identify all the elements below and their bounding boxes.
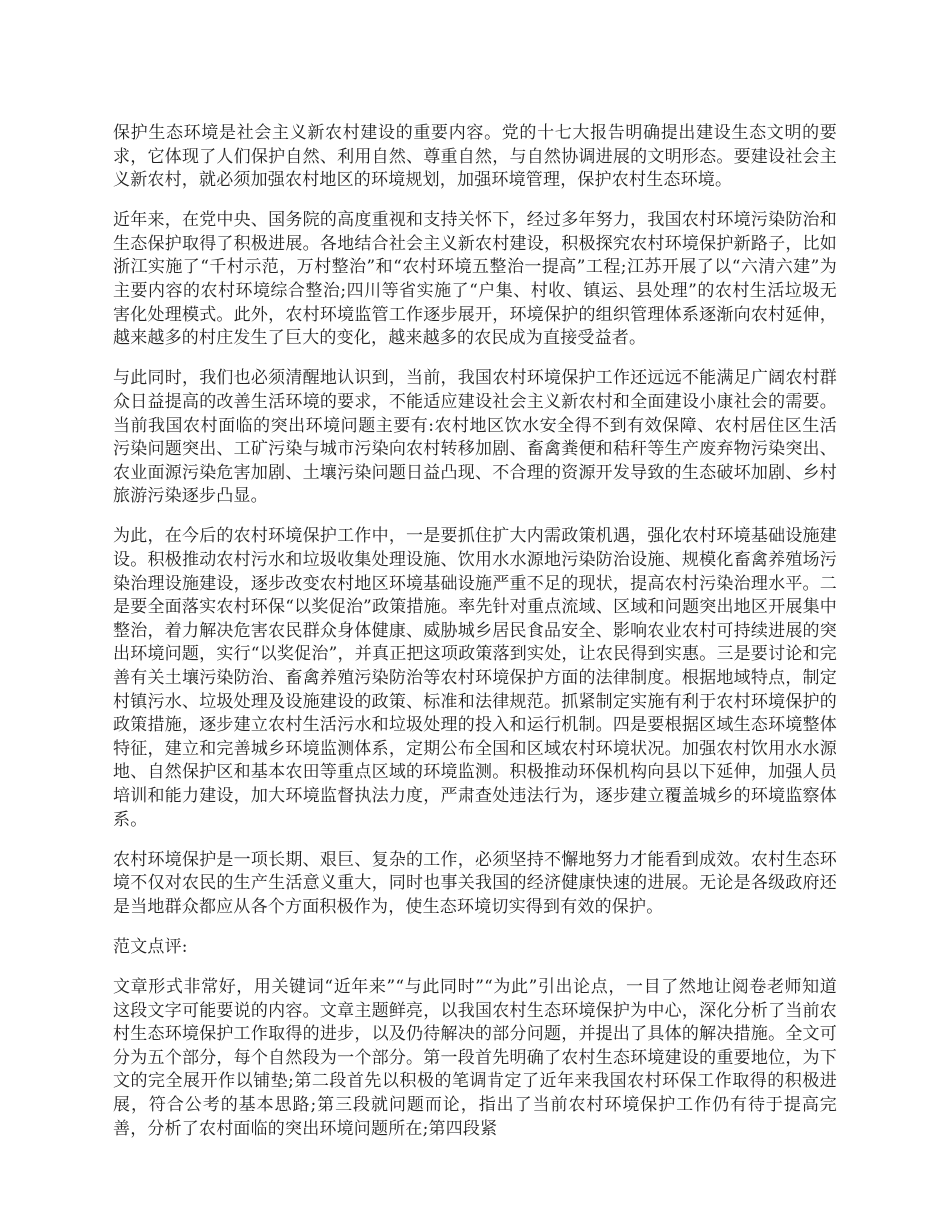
paragraph-conclusion: 农村环境保护是一项长期、艰巨、复杂的工作，必须坚持不懈地努力才能看到成效。农村生态环境不仅对农民的生产生活意义重大，同时也事关我国的经济健康快速的进展。无论是各级政府还是当地群众都应从各个方面积极作为，使生态环境切实得到有效的保护。 — [113, 849, 837, 917]
paragraph-review: 文章形式非常好，用关键词“近年来”“与此同时”“为此”引出论点，一目了然地让阅卷老师知道这段文字可能要说的内容。文章主题鲜亮，以我国农村生态环境保护为中心，深化分析了当前农村生态环境保护工作取得的进步，以及仍待解决的部分问题，并提出了具体的解决措施。全文可分为五个部分，每个自然段为一个部分。第一段首先明确了农村生态环境建设的重要地位，为下文的完全展开作以铺垫;第二段首先以积极的笔调肯定了近年来我国农村环保工作取得的积极进展，符合公考的基本思路;第三段就问题而论，指出了当前农村环境保护工作仍有待于提高完善，分析了农村面临的突出环境问题所在;第四段紧 — [113, 977, 837, 1139]
paragraph-progress: 近年来，在党中央、国务院的高度重视和支持关怀下，经过多年努力，我国农村环境污染防治和生态保护取得了积极进展。各地结合社会主义新农村建设，积极探究农村环境保护新路子，比如浙江实施了“千村示范，万村整治”和“农村环境五整治一提高”工程;江苏开展了以“六清六建”为主要内容的农村环境综合整治;四川等省实施了“户集、村收、镇运、县处理”的农村生活垃圾无害化处理模式。此外，农村环境监管工作逐步展开，环境保护的组织管理体系逐渐向农村延伸，越来越多的村庄发生了巨大的变化，越来越多的农民成为直接受益者。 — [113, 210, 837, 349]
paragraph-intro: 保护生态环境是社会主义新农村建设的重要内容。党的十七大报告明确提出建设生态文明的要求，它体现了人们保护自然、利用自然、尊重自然，与自然协调进展的文明形态。要建设社会主义新农村，就必须加强农村地区的环境规划，加强环境管理，保护农村生态环境。 — [113, 123, 837, 191]
review-heading: 范文点评: — [113, 936, 188, 957]
document-body — [113, 122, 837, 1141]
paragraph-problems: 与此同时，我们也必须清醒地认识到，当前，我国农村环境保护工作还远远不能满足广阔农村群众日益提高的改善生活环境的要求，不能适应建设社会主义新农村和全面建设小康社会的需要。当前我国农村面临的突出环境问题主要有:农村地区饮水安全得不到有效保障、农村居住区生活污染问题突出、工矿污染与城市污染向农村转移加剧、畜禽粪便和秸秆等生产废弃物污染突出、农业面源污染危害加剧、土壤污染问题日益凸现、不合理的资源开发导致的生态破坏加剧、乡村旅游污染逐步凸显。 — [113, 368, 837, 507]
paragraph-measures: 为此，在今后的农村环境保护工作中，一是要抓住扩大内需政策机遇，强化农村环境基础设施建设。积极推动农村污水和垃圾收集处理设施、饮用水水源地污染防治设施、规模化畜禽养殖场污染治理设施建设，逐步改变农村地区环境基础设施严重不足的现状，提高农村污染治理水平。二是要全面落实农村环保“以奖促治”政策措施。率先针对重点流域、区域和问题突出地区开展集中整治，着力解决危害农民群众身体健康、威胁城乡居民食品安全、影响农业农村可持续进展的突出环境问题，实行“以奖促治”，并真正把这项政策落到实处，让农民得到实惠。三是要讨论和完善有关土壤污染防治、畜禽养殖污染防治等农村环境保护方面的法律制度。根据地域特点，制定村镇污水、垃圾处理及设施建设的政策、标准和法律规范。抓紧制定实施有利于农村环境保护的政策措施，逐步建立农村生活污水和垃圾处理的投入和运行机制。四是要根据区域生态环境整体特征，建立和完善城乡环境监测体系，定期公布全国和区域农村环境状况。加强农村饮用水水源地、自然保护区和基本农田等重点区域的环境监测。积极推动环保机构向县以下延伸，加强人员培训和能力建设，加大环境监督执法力度，严肃查处违法行为，逐步建立覆盖城乡的环境监察体系。 — [113, 526, 837, 830]
